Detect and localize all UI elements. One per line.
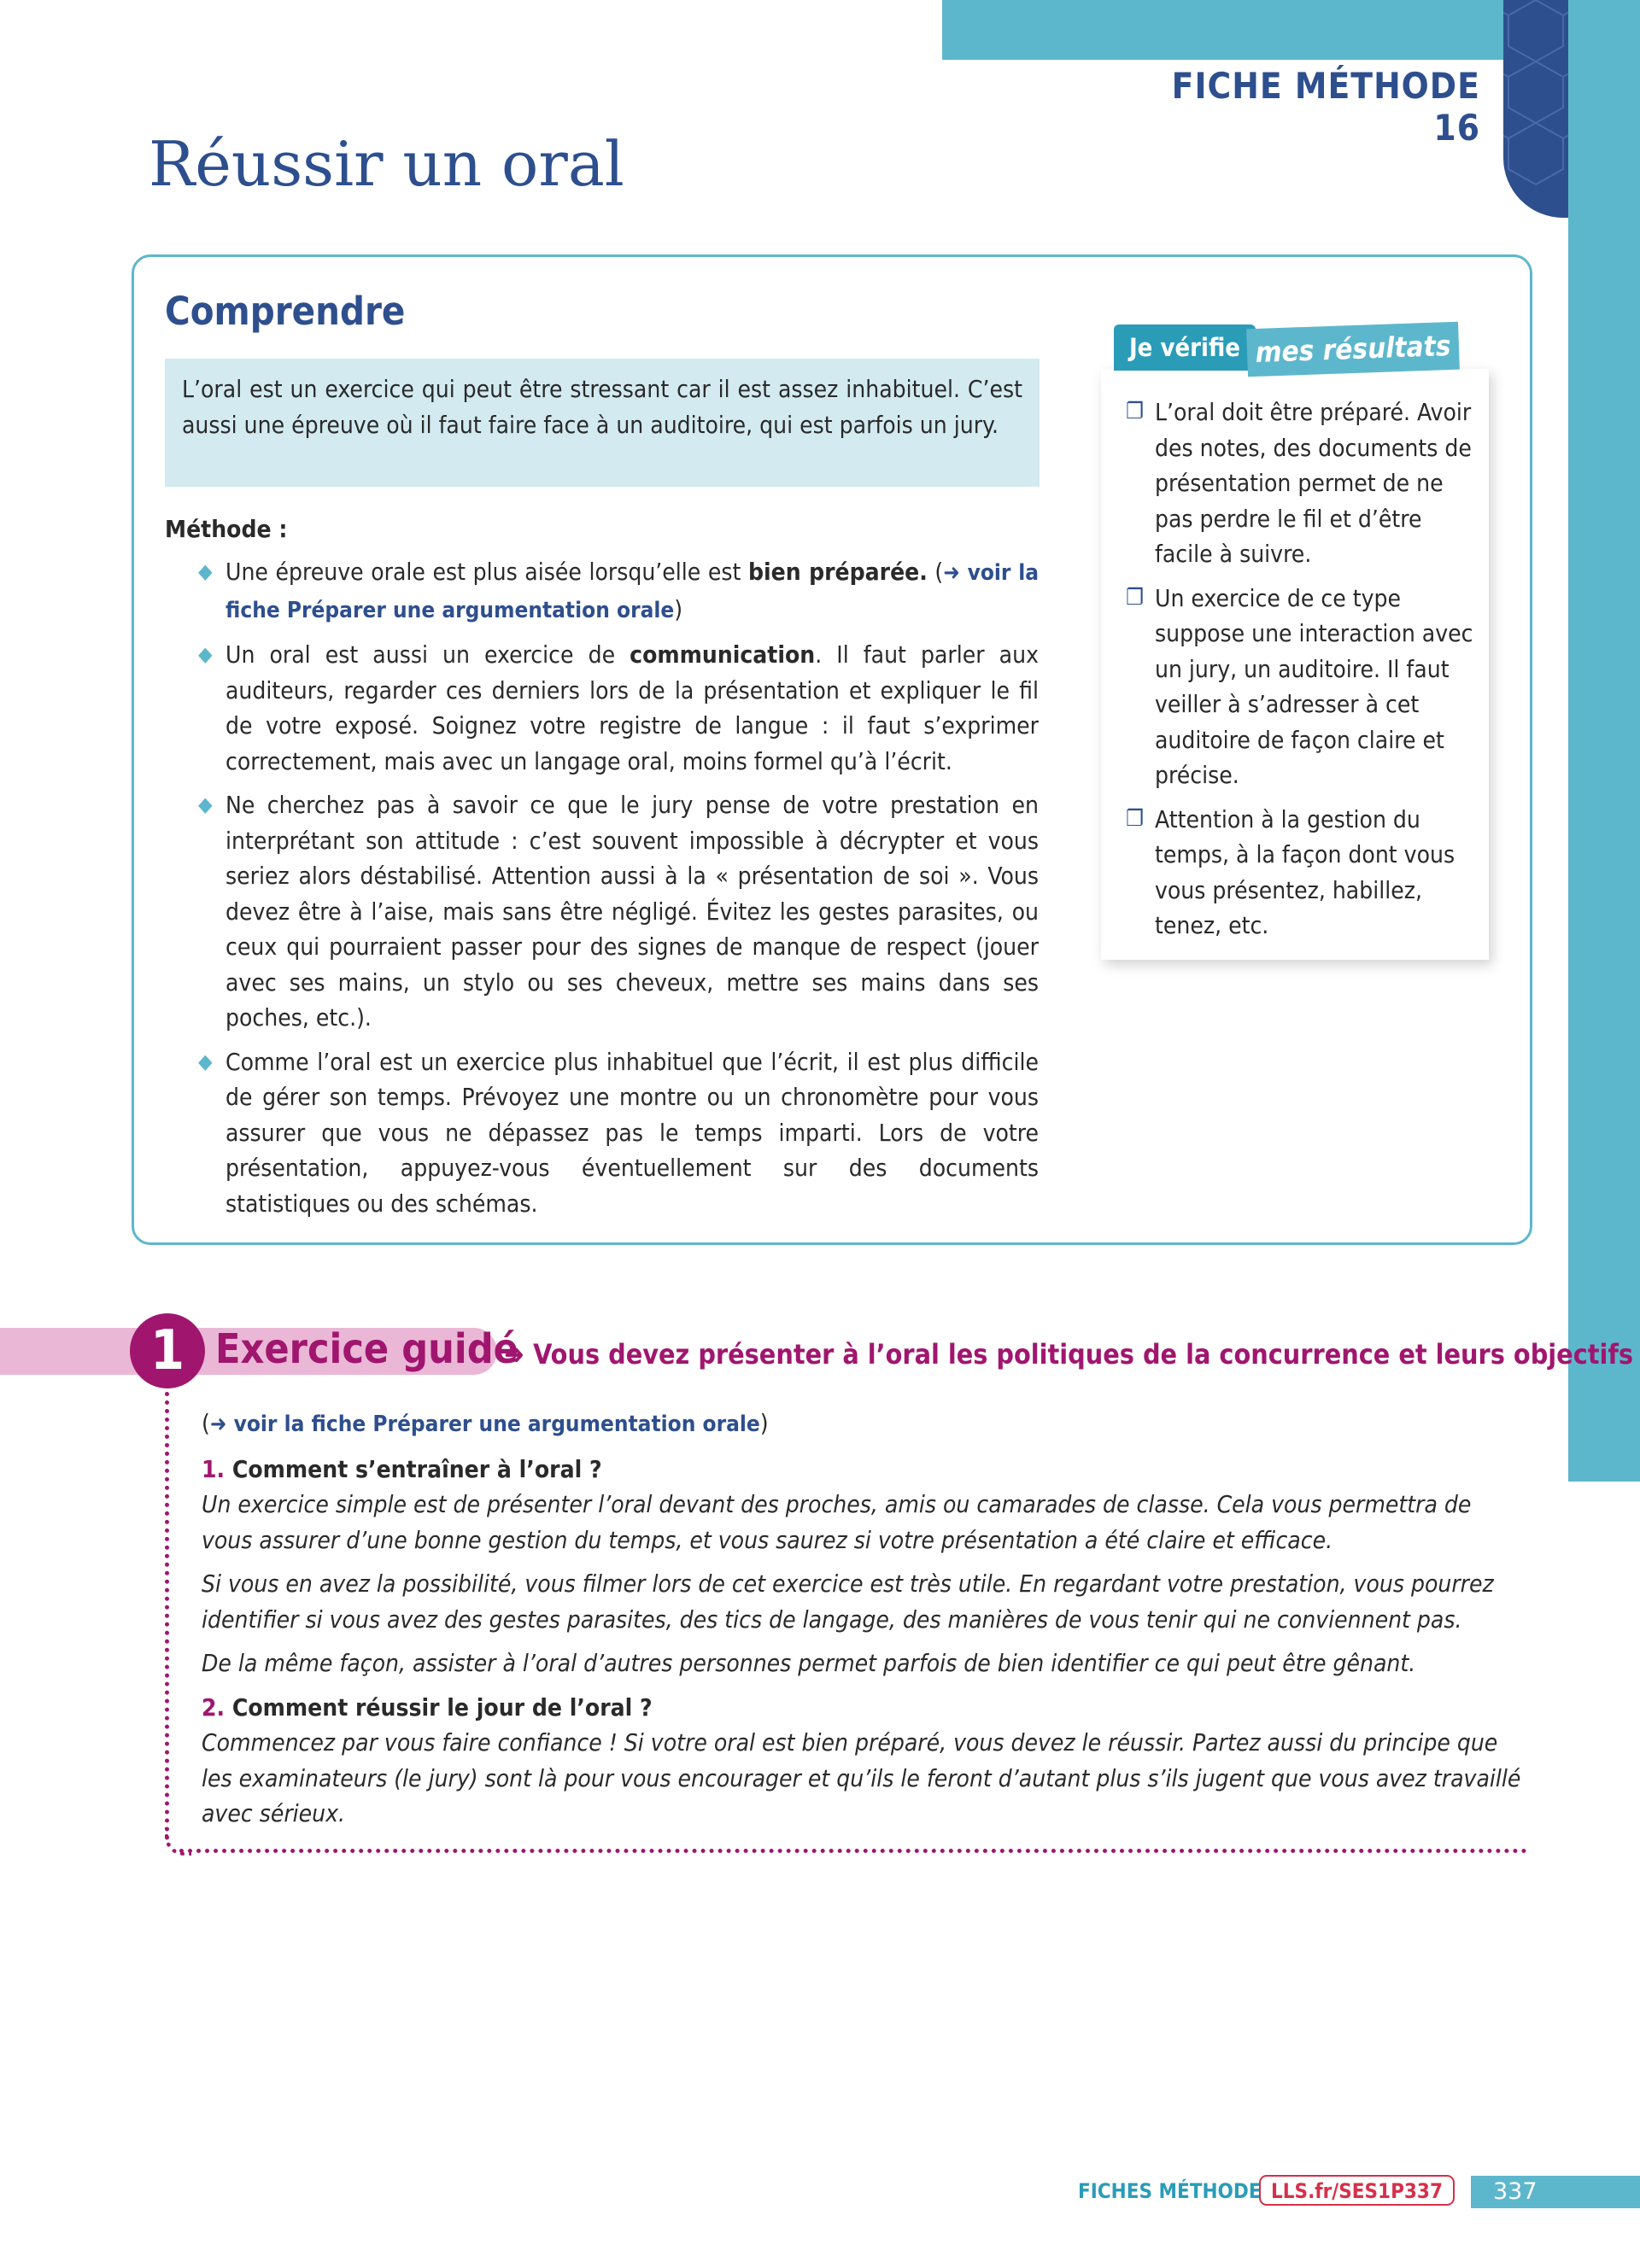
fiche-link[interactable]: ➜ voir la fiche Préparer une argumentation orale [209, 1412, 760, 1437]
footer-label: FICHES MÉTHODE [1078, 2179, 1262, 2203]
list-item: ❐ Un exercice de ce type suppose une interaction avec un jury, un auditoire. Il faut veiller à s’adresser à cet auditoire de façon claire et précise. [1126, 581, 1476, 793]
checkbox-icon: ❐ [1126, 805, 1144, 832]
hexagon-pattern-tab [1503, 0, 1568, 218]
list-item: ❐ L’oral doit être préparé. Avoir des notes, des documents de présentation permet de ne pas perdre le fil et d’être facile à suivre. [1126, 395, 1476, 572]
diamond-bullet-icon: ◆ [198, 559, 213, 583]
list-item: ◆ Un oral est aussi un exercice de communication. Il faut parler aux auditeurs, regarder ces derniers lors de la présentation et expliquer le fil de votre exposé. Soignez votre registre de langue : il faut s’exprimer correctement, mais avec un langage oral, moins formel qu’à l’écrit. [198, 637, 1039, 779]
fiche-label: FICHE MÉTHODE 16 [1171, 65, 1480, 149]
hexagon-pattern [1503, 0, 1568, 218]
diamond-bullet-icon: ◆ [198, 1049, 213, 1073]
resultats-tab: mes résultats [1246, 322, 1460, 377]
dotted-rule-vertical [165, 1392, 169, 1840]
exercice-subtitle: ➜ Vous devez présenter à l’oral les politiques de la concurrence et leurs objectifs [504, 1338, 1634, 1371]
side-accent-bar [1568, 0, 1640, 1482]
diamond-bullet-icon: ◆ [198, 792, 213, 816]
intro-text: L’oral est un exercice qui peut être stressant car il est assez inhabituel. C’est aussi une épreuve où il faut faire face à un auditoire, qui est parfois un jury. [165, 359, 1040, 487]
verifie-tab: Je vérifie [1114, 324, 1256, 371]
answer-paragraph: De la même façon, assister à l’oral d’autres personnes permet parfois de bien identifier ce qui peut être gênant. [202, 1649, 1416, 1677]
header-accent-bar [942, 0, 1506, 60]
question-2: 2. Comment réussir le jour de l’oral ? [202, 1692, 653, 1721]
checkbox-icon: ❐ [1126, 399, 1144, 424]
list-item: ◆ Comme l’oral est un exercice plus inhabituel que l’écrit, il est plus difficile de gérer son temps. Prévoyez une montre ou un chronomètre pour vous assurer que vous ne dépassez pas le temps imparti. Lors de votre présentation, appuyez-vous éventuellement sur des documents statistiques ou des schémas. [198, 1044, 1039, 1222]
answer-paragraph: Un exercice simple est de présenter l’oral devant des proches, amis ou camarades de classe. Cela vous permettra de vous assurer d’une bonne gestion du temps, et vous saurez si votre présentation a été claire et efficace. [202, 1490, 1472, 1554]
methode-label: Méthode : [165, 515, 288, 543]
checkbox-icon: ❐ [1126, 584, 1144, 611]
answer-paragraph: Commencez par vous faire confiance ! Si votre oral est bien préparé, vous devez le réussir. Partez aussi du principe que les examinateurs (le jury) sont là pour vous encourager et qu’ils le feront d’autant plus s’ils jugent que vous avez travaillé avec sérieux. [202, 1728, 1521, 1827]
diamond-bullet-icon: ◆ [198, 642, 213, 666]
fiche-link[interactable]: ➜ voir la fiche Préparer une argumentation orale [226, 560, 1039, 623]
question-1: 1. Comment s’entraîner à l’oral ? [202, 1454, 602, 1483]
verifie-list [1126, 395, 1476, 952]
exercice-title: Exercice guidé [215, 1325, 518, 1373]
comprendre-title: Comprendre [165, 289, 406, 334]
exercice-number: 1 [130, 1313, 205, 1388]
list-item: ❐ Attention à la gestion du temps, à la façon dont vous vous présentez, habillez, tenez, etc. [1126, 802, 1476, 944]
page-number: 337 [1471, 2176, 1640, 2208]
list-item: ◆ Une épreuve orale est plus aisée lorsqu’elle est bien préparée. (➜ voir la fiche Préparer une argumentation orale) [198, 554, 1039, 628]
exercice-reference: (➜ voir la fiche Préparer une argumentation orale) [202, 1409, 769, 1437]
list-item: ◆ Ne cherchez pas à savoir ce que le jury pense de votre prestation en interprétant son attitude : c’est souvent impossible à décrypter et vous seriez alors déstabilisé. Attention aussi à la « présentation de soi ». Vous devez être à l’aise, mais sans être négligé. Évitez les gestes parasites, ou ceux qui pourraient passer pour des signes de manque de respect (jouer avec ses mains, un stylo ou ses cheveux, mettre ses mains dans ses poches, etc.). [198, 787, 1039, 1036]
footer-link[interactable]: LLS.fr/SES1P337 [1259, 2175, 1455, 2206]
methode-list [198, 554, 1039, 1230]
exercice-body [202, 1406, 1526, 1840]
page-title: Réussir un oral [149, 128, 624, 200]
answer-paragraph: Si vous en avez la possibilité, vous filmer lors de cet exercice est très utile. En regardant votre prestation, vous pourrez identifier si vous avez des gestes parasites, des tics de langage, des manières de vous tenir qui ne conviennent pas. [202, 1569, 1494, 1634]
dotted-rule-horizontal [179, 1849, 1527, 1853]
